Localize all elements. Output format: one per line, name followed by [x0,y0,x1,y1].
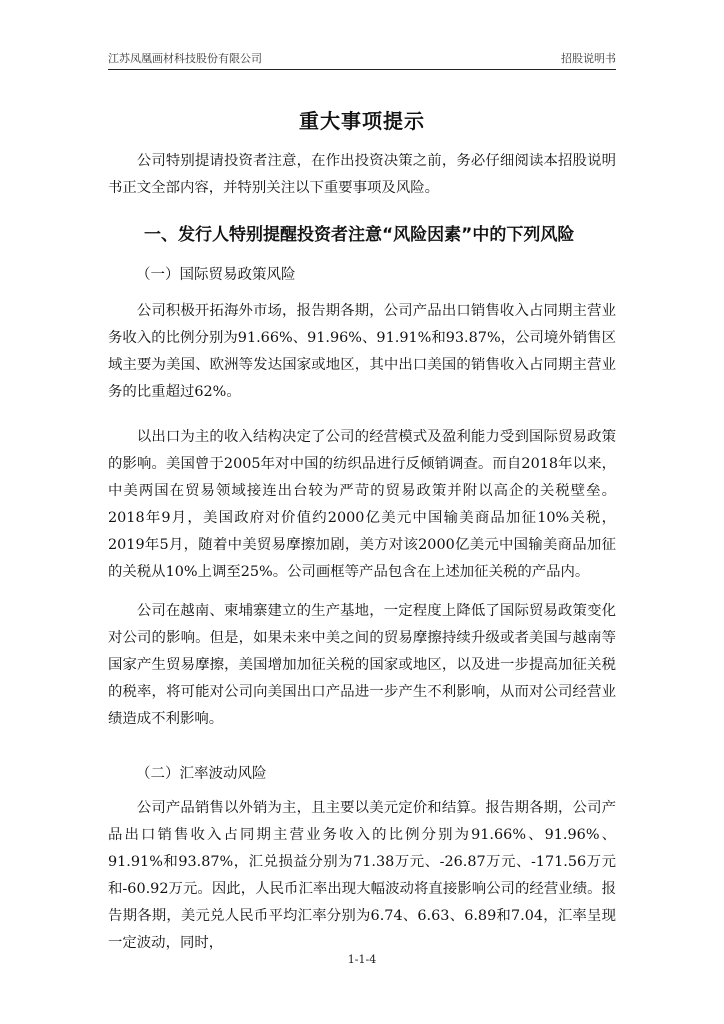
trade-policy-paragraph-1: 公司积极开拓海外市场，报告期各期，公司产品出口销售收入占同期主营业务收入的比例分别为91.66%、91.96%、91.91%和93.87%，公司境外销售区域主要为美国、欧洲等发达国家或地区，其中出口美国的销售收入占同期主营业务的比重超过62%。 [108,303,616,400]
exchange-rate-paragraph-1: 公司产品销售以外销为主，且主要以美元定价和结算。报告期各期，公司产品出口销售收入占同期主营业务收入的比例分别为91.66%、91.96%、91.91%和93.87%，汇兑损益分别为71.38万元、-26.87万元、-171.56万元和-60.92万元。因此，人民币汇率出现大幅波动将直接影响公司的经营业绩。报告期各期，美元兑人民币平均汇率分别为6.74、6.63、6.89和7.04，汇率呈现一定波动，同时， [108,800,616,951]
header-company-name: 江苏凤凰画材科技股份有限公司 [108,52,262,65]
intro-paragraph: 公司特别提请投资者注意，在作出投资决策之前，务必仔细阅读本招股说明书正文全部内容，并特别关注以下重要事项及风险。 [108,153,616,196]
header-divider [108,69,616,70]
page-title: 重大事项提示 [299,109,425,133]
subsection-heading-trade-policy: （一）国际贸易政策风险 [136,267,296,283]
trade-policy-paragraph-2: 以出口为主的收入结构决定了公司的经营模式及盈利能力受到国际贸易政策的影响。美国曾于2005年对中国的纺织品进行反倾销调查。而自2018年以来，中美两国在贸易领域接连出台较为严苛的贸易政策并附以高企的关税壁垒。2018年9月，美国政府对价值约2000亿美元中国输美商品加征10%关税，2019年5月，随着中美贸易摩擦加剧，美方对该2000亿美元中国输美商品加征的关税从10%上调至25%。公司画框等产品包含在上述加征关税的产品内。 [108,429,616,580]
header-document-type: 招股说明书 [561,52,616,65]
trade-policy-paragraph-3: 公司在越南、柬埔寨建立的生产基地，一定程度上降低了国际贸易政策变化对公司的影响。但是，如果未来中美之间的贸易摩擦持续升级或者美国与越南等国家产生贸易摩擦，美国增加加征关税的国家或地区，以及进一步提高加征关税的税率，将可能对公司向美国出口产品进一步产生不利影响，从而对公司经营业绩造成不利影响。 [108,603,616,727]
section-heading-risk-factors: 一、发行人特别提醒投资者注意“风险因素”中的下列风险 [144,225,575,245]
page-number: 1-1-4 [347,953,377,966]
page-header [108,50,616,68]
subsection-heading-exchange-rate: （二）汇率波动风险 [136,766,267,782]
